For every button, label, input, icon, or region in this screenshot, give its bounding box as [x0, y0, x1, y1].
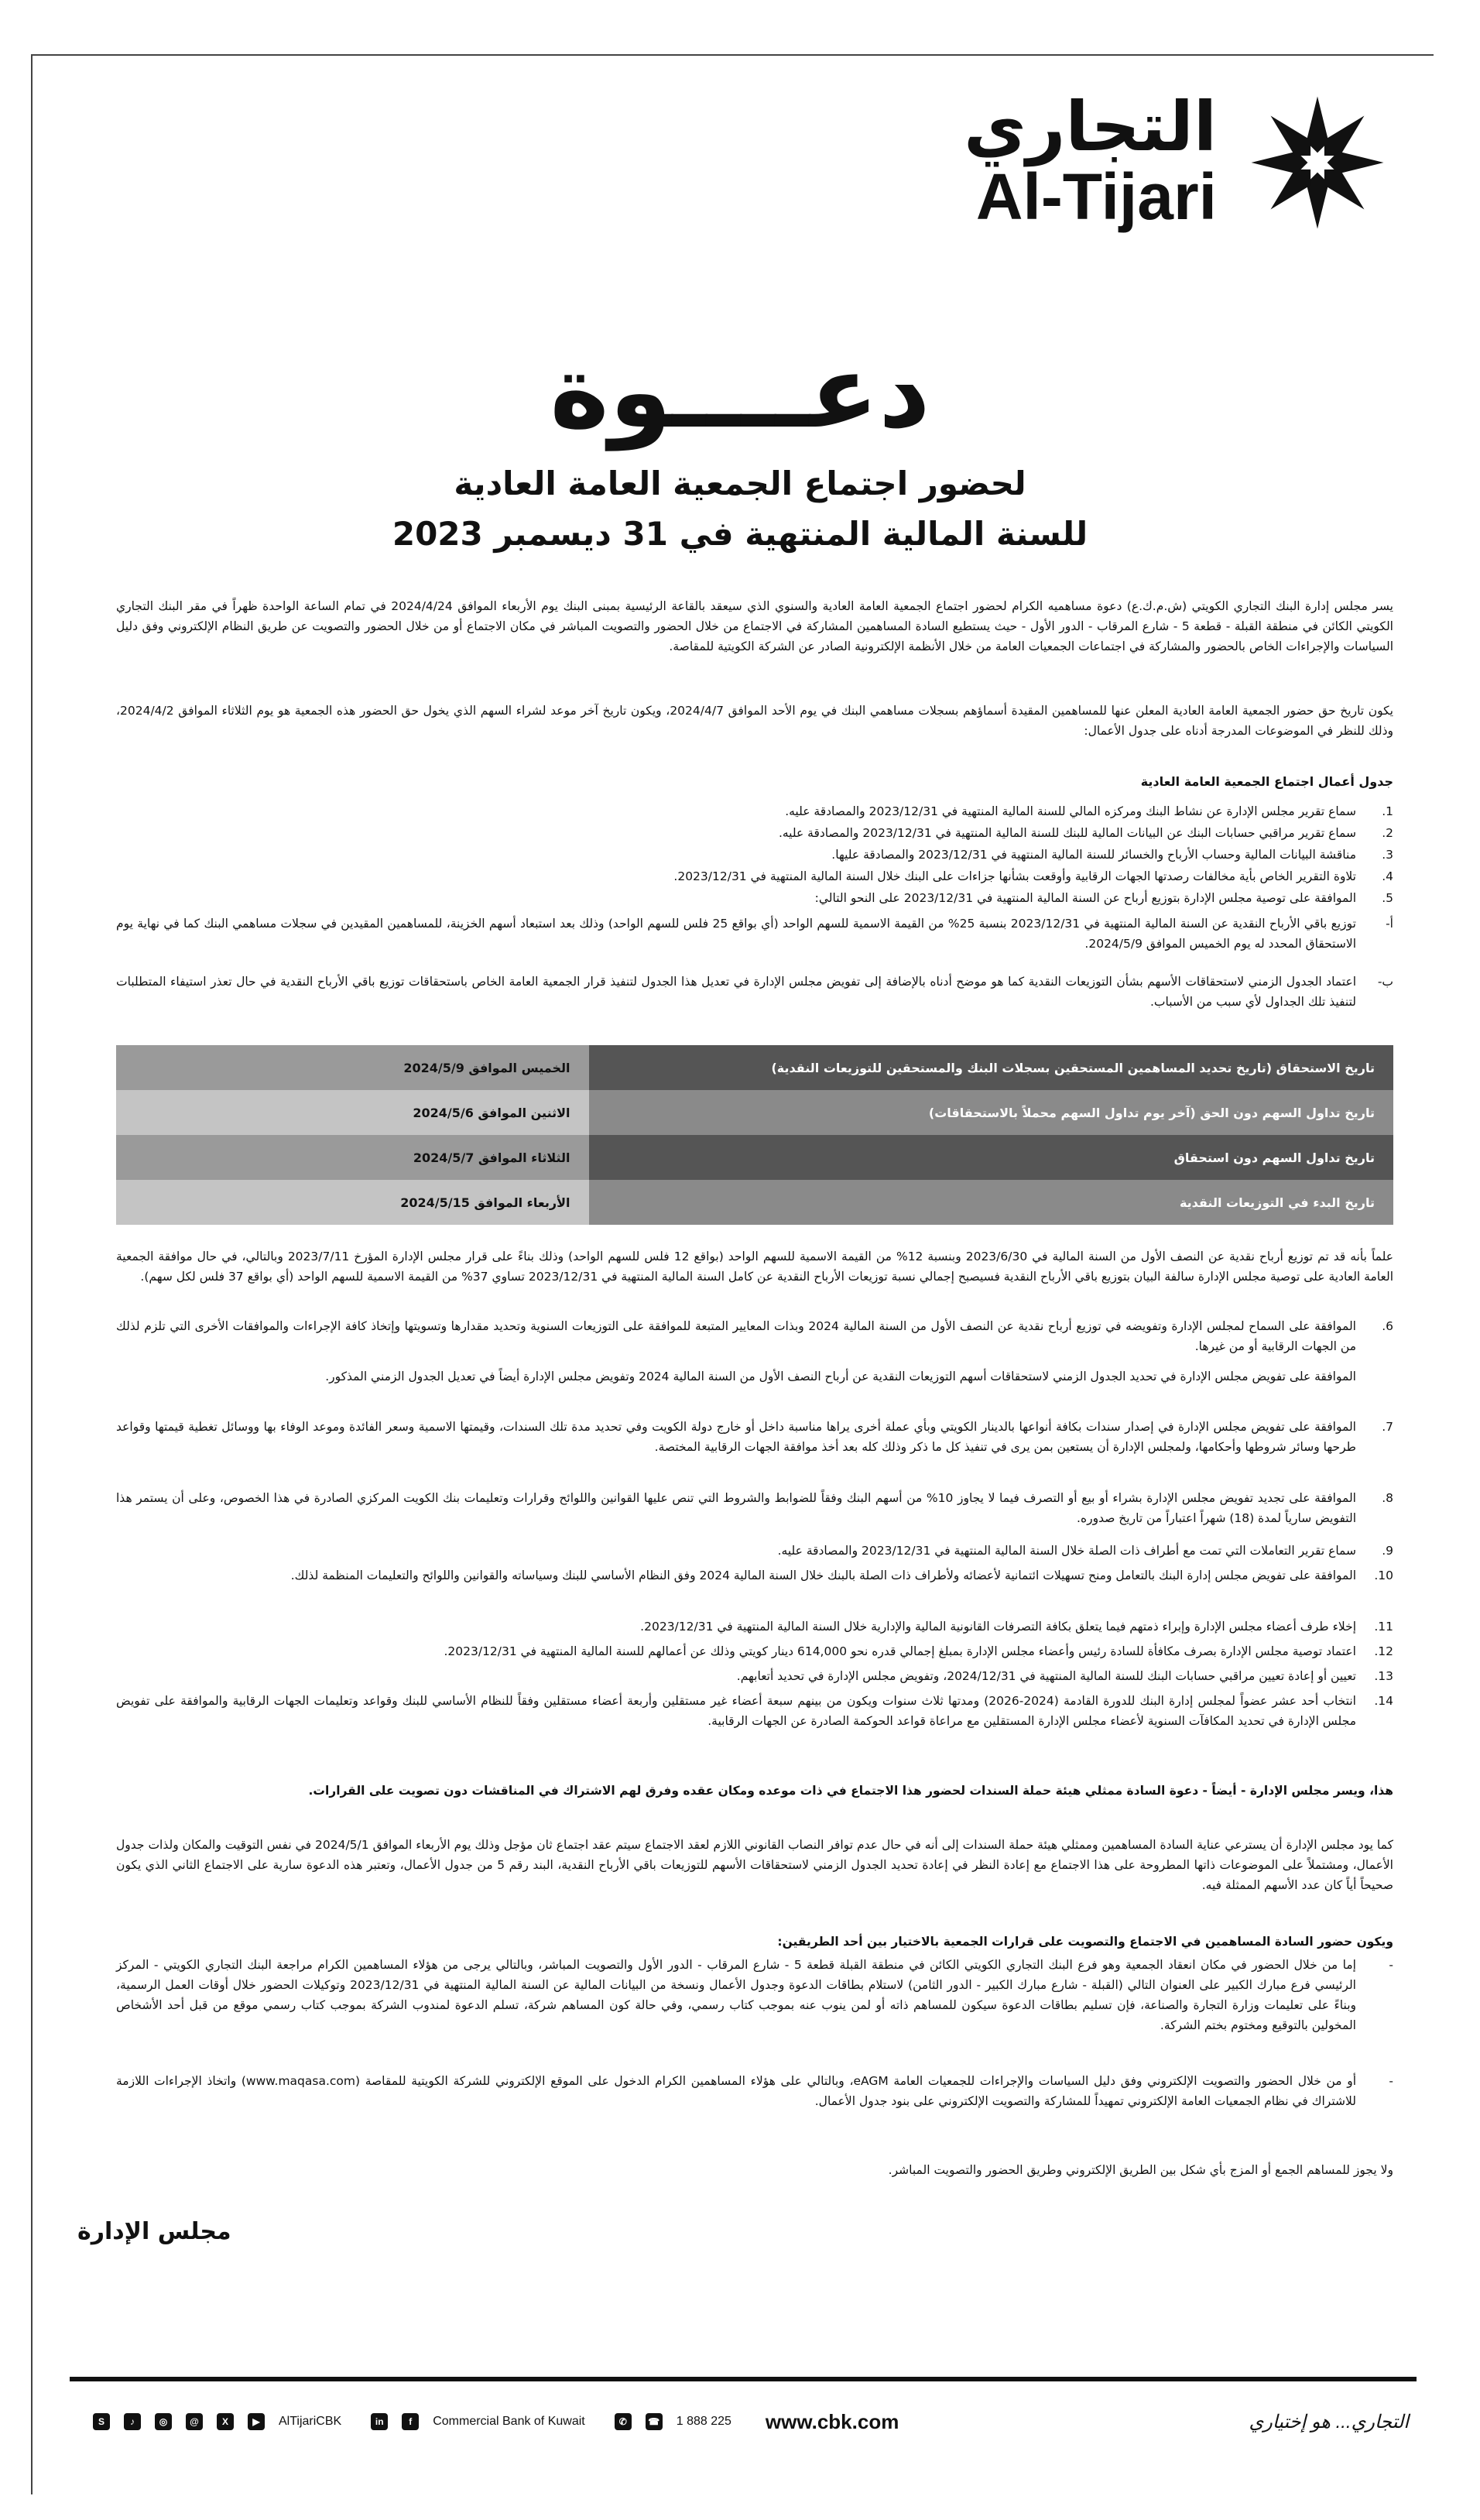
quorum-notice: كما يود مجلس الإدارة أن يسترعي عناية السادة المساهمين وممثلي هيئة حملة السندات إلى أنه في حال عدم توافر النصاب القانوني اللازم لعقد الاجتماع سيتم عقد اجتماع ثان مؤجل وذلك يوم الأربعاء الموافق 2024/5/1 في نفس التوقيت والمكان ولذات جدول الأعمال، ومشتملاً على الموضوعات ذاتها المطروحة على هذا الاجتماع مع إعادة النظر في إعادة تحديد الجدول الزمني لاستحقاقات الأسهم للتوزيعات باقي الأرباح النقدية، البند رقم 5 من جدول الأعمال، وتعتبر هذه الدعوة سارية على الاجتماع الثاني الذي يكون صحيحاً أياً كان عدد الأسهم الممثلة فيه. — [116, 1838, 1393, 1892]
agenda-item — [116, 1641, 1393, 1661]
closing-note: ولا يجوز للمساهم الجمع أو المزج بأي شكل بين الطريق الإلكتروني وطريق الحضور والتصويت المباشر. — [888, 2163, 1393, 2177]
schedule-label: تاريخ تداول السهم دون استحقاق — [589, 1135, 1394, 1180]
schedule-date: الاثنين الموافق 2024/5/6 — [116, 1090, 589, 1135]
bullet: - — [1389, 1958, 1393, 1972]
schedule-label: تاريخ الاستحقاق (تاريخ تحديد المساهمين المستحقين بسجلات البنك والمستحقين للتوزيعات النقدية) — [589, 1045, 1394, 1090]
agenda-item — [116, 888, 1393, 908]
item-text: الموافقة على تفويض مجلس الإدارة في إصدار سندات بكافة أنواعها بالدينار الكويتي وبأي عملة أخرى يراها مناسبة داخل أو خارج دولة الكويت وفي تحديد مدة تلك السندات، وقيمتها الاسمية وسعر الفائدة وموعد الوفاء بها ووسائل تغطية قيمتها وقواعد طرحها وسائر شروطها وأحكامها، ولمجلس الإدارة أن يستعين بمن يرى في تنفيذ كل ما ذكر وذلك كله بعد أخذ موافقة الجهات الرقابية المختصة. — [116, 1420, 1356, 1454]
agenda-item — [116, 1541, 1393, 1561]
item-text: الموافقة على تجديد تفويض مجلس الإدارة بشراء أو بيع أو التصرف فيما لا يجاوز 10% من أسهم البنك وفقاً للضوابط والشروط التي تنص عليها القوانين واللوائح وقرارات وتعليمات بنك الكويت المركزي الصادرة في هذا الخصوص، وعلى أن يستمر هذا التفويض سارياً لمدة (18) شهراً اعتباراً من تاريخ صدوره. — [116, 1491, 1356, 1525]
footer — [93, 2398, 1409, 2445]
agenda-item — [116, 1617, 1393, 1637]
item-text: مناقشة البيانات المالية وحساب الأرباح والخسائر للسنة المالية المنتهية في 2023/12/31 والمصادقة عليها. — [831, 848, 1356, 862]
website-link[interactable]: www.cbk.com — [765, 2409, 899, 2433]
voting-option — [116, 1955, 1393, 2035]
item-text: توزيع باقي الأرباح النقدية عن السنة المالية المنتهية في 2023/12/31 بنسبة 25% من القيمة الاسمية للسهم الواحد (أي بواقع 25 فلس للسهم الواحد) وذلك بعد استبعاد أسهم الخزينة، للمساهمين المقيدين في سجلات مساهمي البنك كما في نهاية يوم الاستحقاق المحدد له يوم الخميس الموافق 2024/5/9. — [116, 917, 1356, 951]
subtitle-line-2: للسنة المالية المنتهية في 31 ديسمبر 2023 — [392, 515, 1088, 553]
agenda-item — [116, 1691, 1393, 1731]
phone-icon[interactable]: ☎ — [646, 2413, 663, 2430]
agenda-item — [116, 801, 1393, 821]
item-number: 3. — [1382, 848, 1393, 862]
agenda-item — [116, 1366, 1393, 1387]
item-number: 2. — [1382, 826, 1393, 840]
linkedin-icon[interactable]: in — [371, 2413, 388, 2430]
item-text: سماع تقرير مراقبي حسابات البنك عن البيانات المالية للبنك للسنة المالية المنتهية في 2023/12/31 والمصادقة عليه. — [778, 826, 1356, 840]
dividend-schedule-table — [116, 1045, 1393, 1225]
table-row — [116, 1135, 1393, 1180]
item-number: 9. — [1382, 1544, 1393, 1558]
option-text: إما من خلال الحضور في مكان انعقاد الجمعية وهو فرع البنك التجاري الكويتي الكائن في منطقة القبلة قطعة 5 - شارع المرقاب - الدور الأول والتصويت المباشر، وبالتالي يرجى من هؤلاء المساهمين الكرام مراجعة البنك التجاري الكويتي - المركز الرئيسي فرع مبارك الكبير على العنوان التالي (القبلة - شارع مبارك الكبير - الدور الثامن) لاستلام بطاقات الدعوة وجدول الأعمال ونسخة من البيانات المالية عن السنة المالية المنتهية في 2023/12/31 وتوكيلات الحضور خلال أوقات العمل الرسمية، وبناءً على تعليمات وزارة التجارة والصناعة، فإن تسليم بطاقات الدعوة سيكون للمساهم ذاته أو لمن ينوب عنه بموجب كتاب رسمي، وفي حالة كون المساهم شركة، تسلم الدعوة لمندوب الشركة بموجب كتاب رسمي موقع من قبل أحد الأشخاص المخولين بالتوقيع ومختوم بختم الشركة. — [116, 1958, 1356, 2032]
item-number: 6. — [1382, 1319, 1393, 1333]
threads-icon[interactable]: @ — [186, 2413, 203, 2430]
item-number: 5. — [1382, 891, 1393, 905]
agenda-item — [116, 866, 1393, 886]
item-text: اعتماد الجدول الزمني لاستحقاقات الأسهم بشأن التوزيعات النقدية كما هو موضح أدناه بالإضافة إلى تفويض مجلس الإدارة في تعديل هذا الجدول لتنفيذ قرار الجمعية العامة الخاص باستحقاقات توزيع باقي الأرباح النقدية في حال تعذر استيفاء المتطلبات لتنفيذ تلك الجداول لأي سبب من الأسباب. — [116, 975, 1356, 1009]
facebook-icon[interactable]: f — [402, 2413, 419, 2430]
subtitle-line-1: لحضور اجتماع الجمعية العامة العادية — [454, 465, 1026, 502]
item-number: 7. — [1382, 1420, 1393, 1434]
item-number: ب- — [1377, 975, 1393, 989]
x-icon[interactable]: X — [217, 2413, 234, 2430]
option-text: أو من خلال الحضور والتصويت الإلكتروني وفق دليل السياسات والإجراءات للجمعيات العامة eAGM، وبالتالي على هؤلاء المساهمين الكرام الدخول على الموقع الإلكتروني للشركة الكويتية للمقاصة (www.maqasa.com) واتخاذ الإجراءات اللازمة للاشتراك في نظام الجمعيات العامة الإلكتروني تمهيداً للمشاركة والتصويت الإلكتروني على بنود جدول الأعمال. — [116, 2074, 1357, 2108]
item-text: سماع تقرير التعاملات التي تمت مع أطراف ذات الصلة خلال السنة المالية المنتهية في 2023/12/31 والمصادقة عليه. — [777, 1544, 1356, 1558]
invitation-title: دعــــوة — [550, 333, 930, 451]
snapchat-icon[interactable]: S — [93, 2413, 110, 2430]
social-handle: AlTijariCBK — [279, 2415, 342, 2428]
voting-option — [116, 2071, 1393, 2111]
schedule-label: تاريخ تداول السهم دون الحق (آخر يوم تداول السهم محملاً بالاستحقاقات) — [589, 1090, 1394, 1135]
item-number: أ- — [1386, 917, 1393, 931]
voting-title: ويكون حضور السادة المساهمين في الاجتماع والتصويت على قرارات الجمعية بالاختيار بين أحد الطريقين: — [777, 1935, 1393, 1949]
star-logo-icon — [1248, 93, 1387, 232]
whatsapp-icon[interactable]: ✆ — [615, 2413, 632, 2430]
item-text: تعيين أو إعادة تعيين مراقبي حسابات البنك للسنة المالية المنتهية في 2024/12/31، وتفويض مجلس الإدارة في تحديد أتعابهم. — [736, 1669, 1356, 1683]
item-number: 13. — [1374, 1669, 1393, 1683]
item-number: 14. — [1374, 1694, 1393, 1708]
schedule-date: الأربعاء الموافق 2024/5/15 — [116, 1180, 589, 1225]
item-number — [1367, 1366, 1393, 1387]
bullet: - — [1389, 2074, 1393, 2088]
item-number: 8. — [1382, 1491, 1393, 1505]
item-number: 1. — [1382, 804, 1393, 818]
schedule-date: الخميس الموافق 2024/5/9 — [116, 1045, 589, 1090]
agenda-item — [116, 1417, 1393, 1457]
item-text: انتخاب أحد عشر عضواً لمجلس إدارة البنك للدورة القادمة (2024-2026) ومدتها ثلاث سنوات ويكون من بينهم سبعة أعضاء غير مستقلين وأربعة أعضاء مستقلين وفقاً للنظام الأساسي للبنك وقواعد وتعليمات الجهات الرقابية والموافقة على تفويض مجلس الإدارة في تحديد المكافآت السنوية لأعضاء مجلس الإدارة المستقلين مع مراعاة قواعد الحوكمة الصادرة عن الجهات الرقابية. — [116, 1694, 1356, 1728]
slogan: التجاري... هو إختياري — [1249, 2411, 1409, 2433]
item-text: الموافقة على تفويض مجلس الإدارة في تحديد الجدول الزمني لاستحقاقات أسهم التوزيعات النقدية عن أرباح النصف الأول من السنة المالية 2024 وتفويض مجلس الإدارة أيضاً في تعديل الجدول الزمني المذكور. — [325, 1370, 1356, 1383]
item-text: الموافقة على السماح لمجلس الإدارة وتفويضه في توزيع أرباح نقدية عن النصف الأول من السنة المالية 2024 وبذات المعايير المتبعة للموافقة على التوزيعات السنوية وتحديد مقدارها وتسويتها وإتخاذ كافة الإجراءات والموافقات الأخرى التي تلزم لذلك من الجهات الرقابية أو من غيرها. — [116, 1319, 1356, 1353]
item-number: 4. — [1382, 869, 1393, 883]
footer-divider — [70, 2377, 1417, 2381]
intro-paragraph-1: يسر مجلس إدارة البنك التجاري الكويتي (ش.م.ك.ع) دعوة مساهميه الكرام لحضور اجتماع الجمعية العامة العادية والسنوي الذي سيعقد بالقاعة الرئيسية بمبنى البنك يوم الأربعاء الموافق 2024/4/24 في تمام الساعة الواحدة ظهراً في مقر البنك التجاري الكويتي الكائن في منطقة القبلة - قطعة 5 - شارع المرقاب - الدور الأول - حيث يستطيع السادة المساهمين المشاركة في الاجتماع من خلال الحضور والتصويت المباشر في مكان الاجتماع أو من خلال الحضور والتصويت عن طريق النظام الإلكتروني وفق دليل السياسات والإجراءات الخاص بالحضور والمشاركة في اجتماعات الجمعيات العامة من خلال الأنظمة الإلكترونية الصادر عن الشركة الكويتية للمقاصة. — [116, 599, 1393, 653]
agenda-item — [116, 1565, 1393, 1586]
table-row — [116, 1090, 1393, 1135]
item-text: الموافقة على توصية مجلس الإدارة بتوزيع أرباح عن السنة المالية المنتهية في 2023/12/31 على النحو التالي: — [814, 891, 1356, 905]
item-text: الموافقة على تفويض مجلس إدارة البنك بالتعامل ومنح تسهيلات ائتمانية لأعضائه ولأطراف ذات الصلة بالبنك خلال السنة المالية 2024 وفق النظام الأساسي للبنك وسياساته والقوانين واللوائح والتعليمات المنظمة لذلك. — [290, 1569, 1356, 1582]
dividend-note: علماً بأنه قد تم توزيع أرباح نقدية عن النصف الأول من السنة المالية في 2023/6/30 وبنسبة 12% من القيمة الاسمية للسهم الواحد (بواقع 12 فلس للسهم الواحد) وذلك بناءً على قرار مجلس الإدارة المؤرخ 2023/7/11 وبالتالي، في حال موافقة الجمعية العامة العادية على توصية مجلس الإدارة سالفة البيان بتوزيع باقي الأرباح النقدية فسيصبح إجمالي نسبة توزيعات الأرباح النقدية عن كامل السنة المالية المنتهية في 2023/12/31 تساوي 37% من القيمة الاسمية للسهم الواحد (أي بواقع 37 فلس لكل سهم). — [116, 1250, 1394, 1284]
item-text: اعتماد توصية مجلس الإدارة بصرف مكافأة للسادة رئيس وأعضاء مجلس الإدارة بمبلغ إجمالي قدره نحو 614,000 دينار كويتي وذلك عن أعمالهم للسنة المالية المنتهية في 2023/12/31. — [444, 1644, 1356, 1658]
table-row — [116, 1180, 1393, 1225]
logo-arabic: التجاري — [964, 87, 1217, 166]
agenda-item — [116, 914, 1393, 954]
logo-wordmark — [964, 87, 1217, 233]
agenda-title: جدول أعمال اجتماع الجمعية العامة العادية — [1140, 774, 1393, 789]
bank-logo — [964, 87, 1387, 233]
table-row — [116, 1045, 1393, 1090]
board-signature: مجلس الإدارة — [77, 2218, 231, 2245]
agenda-item — [116, 1666, 1393, 1686]
item-text: إخلاء طرف أعضاء مجلس الإدارة وإبراء ذمتهم فيما يتعلق بكافة التصرفات القانونية المالية والإدارية خلال السنة المالية المنتهية في 2023/12/31. — [640, 1620, 1356, 1634]
agenda-item — [116, 1488, 1393, 1528]
agenda-item — [116, 972, 1393, 1012]
agenda-item — [116, 1316, 1393, 1356]
item-text: تلاوة التقرير الخاص بأية مخالفات رصدتها الجهات الرقابية وأوقعت بشأنها جزاءات على البنك خلال السنة المالية المنتهية في 2023/12/31. — [673, 869, 1356, 883]
youtube-icon[interactable]: ▶ — [248, 2413, 265, 2430]
item-number: 12. — [1374, 1644, 1393, 1658]
item-number: 11. — [1374, 1620, 1393, 1634]
tiktok-icon[interactable]: ♪ — [124, 2413, 141, 2430]
bank-name: Commercial Bank of Kuwait — [433, 2415, 585, 2428]
item-text: سماع تقرير مجلس الإدارة عن نشاط البنك ومركزه المالي للسنة المالية المنتهية في 2023/12/31 والمصادقة عليه. — [785, 804, 1356, 818]
schedule-label: تاريخ البدء في التوزيعات النقدية — [589, 1180, 1394, 1225]
agenda-item — [116, 823, 1393, 843]
intro-paragraph-2: يكون تاريخ حق حضور الجمعية العامة العادية المعلن عنها للمساهمين المقيدة أسماؤهم بسجلات مساهمي البنك في يوم الأحد الموافق 2024/4/7، ويكون تاريخ آخر موعد لشراء السهم الذي يخول حق الحضور هذه الجمعية هو يوم الثلاثاء الموافق 2024/4/2، وذلك للنظر في الموضوعات المدرجة أدناه على جدول الأعمال: — [116, 704, 1393, 738]
bondholders-notice: هذا، ويسر مجلس الإدارة - أيضاً - دعوة السادة ممثلي هيئة حملة السندات لحضور هذا الاجتماع في ذات موعده ومكان عقده وفرق لهم الاشتراك في المناقشات دون تصويت على القرارات. — [308, 1784, 1393, 1798]
item-number: 10. — [1374, 1569, 1393, 1582]
agenda-item — [116, 845, 1393, 865]
instagram-icon[interactable]: ◎ — [155, 2413, 172, 2430]
phone-number: 1 888 225 — [676, 2415, 731, 2428]
schedule-date: الثلاثاء الموافق 2024/5/7 — [116, 1135, 589, 1180]
logo-english: Al-Tijari — [975, 160, 1217, 233]
